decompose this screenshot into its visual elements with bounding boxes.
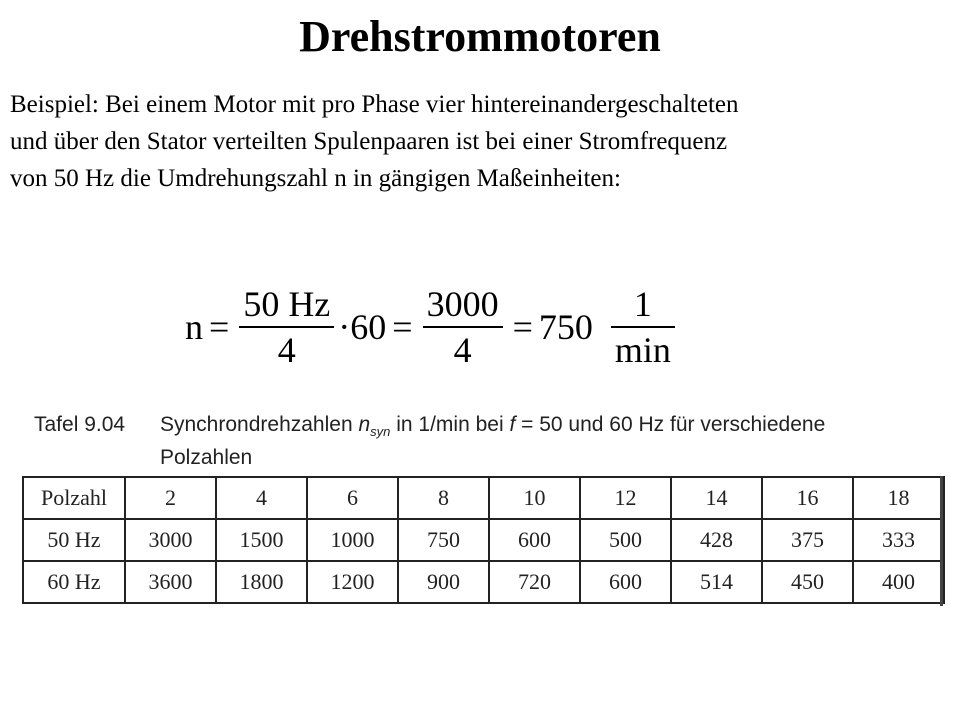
fraction-numerator: 1 [633, 284, 652, 324]
multiplier: ·60 [338, 307, 387, 347]
table-cell: 400 [853, 561, 944, 603]
table-cell: 514 [671, 561, 762, 603]
equals-sign: = [512, 307, 533, 347]
table-cell: 900 [398, 561, 489, 603]
table-cell: 600 [489, 519, 580, 561]
table-label: Tafel 9.04 [34, 413, 126, 436]
paragraph-line: Beispiel: Bei einem Motor mit pro Phase vier hintereinandergeschalteten [10, 91, 739, 118]
caption-text-part: Synchrondrehzahlen [160, 413, 359, 436]
table-caption [34, 412, 934, 471]
table-cell: 1500 [216, 519, 307, 561]
table-cell: 428 [671, 519, 762, 561]
table-cell: 12 [580, 477, 671, 519]
example-paragraph [10, 86, 950, 197]
table-cell: 1800 [216, 561, 307, 603]
equals-sign: = [392, 307, 413, 347]
rpm-formula [185, 282, 679, 372]
table-cell: 1200 [307, 561, 398, 603]
fraction-numerator: 3000 [426, 284, 499, 324]
paragraph-line: und über den Stator verteilten Spulenpaaren ist bei einer Stromfrequenz [10, 128, 728, 155]
table-cell: 14 [671, 477, 762, 519]
table-cell: 720 [489, 561, 580, 603]
table-cell: 8 [398, 477, 489, 519]
caption-symbol-letter: n [358, 413, 371, 436]
fraction-denominator: 4 [453, 330, 472, 370]
table-row [23, 561, 944, 603]
caption-text-part: in 1/min bei [390, 413, 510, 436]
page-title: Drehstrommotoren [299, 12, 661, 61]
equals-sign: = [209, 307, 230, 347]
fraction-denominator: min [614, 330, 671, 370]
table-cell: 2 [125, 477, 216, 519]
row-header: 50 Hz [23, 519, 125, 561]
caption-subscript: syn [370, 424, 391, 440]
table-cell: 600 [580, 561, 671, 603]
paragraph-line: von 50 Hz die Umdrehungszahl n in gängigen Maßeinheiten: [10, 165, 621, 192]
table-cell: 500 [580, 519, 671, 561]
fraction-intermediate [423, 284, 503, 370]
table-cell: 1000 [307, 519, 398, 561]
table-cell: 450 [762, 561, 853, 603]
fraction-denominator: 4 [277, 330, 296, 370]
formula-lhs: n [185, 307, 203, 347]
row-header: 60 Hz [23, 561, 125, 603]
caption-text [160, 412, 825, 445]
caption-text-part: = 50 und 60 Hz für verschiedene [515, 413, 826, 436]
table-cell: 3600 [125, 561, 216, 603]
caption-f-symbol: f [509, 413, 516, 436]
table-cell: 18 [853, 477, 944, 519]
table-cell: 375 [762, 519, 853, 561]
table-cell: 6 [307, 477, 398, 519]
caption-symbol [358, 413, 391, 440]
table-row [23, 519, 944, 561]
caption-line-2: Polzahlen [160, 446, 253, 470]
synchronous-speed-table [22, 476, 945, 604]
row-header: Polzahl [23, 477, 125, 519]
table-cell: 3000 [125, 519, 216, 561]
table-right-edge [940, 476, 943, 606]
fraction-numerator: 50 Hz [243, 284, 331, 324]
table-row [23, 477, 944, 519]
table-cell: 16 [762, 477, 853, 519]
formula-result: 750 [538, 307, 593, 347]
table-cell: 4 [216, 477, 307, 519]
fraction-frequency [239, 284, 334, 370]
fraction-unit [611, 284, 675, 370]
table-cell: 750 [398, 519, 489, 561]
table-cell: 333 [853, 519, 944, 561]
table-cell: 10 [489, 477, 580, 519]
